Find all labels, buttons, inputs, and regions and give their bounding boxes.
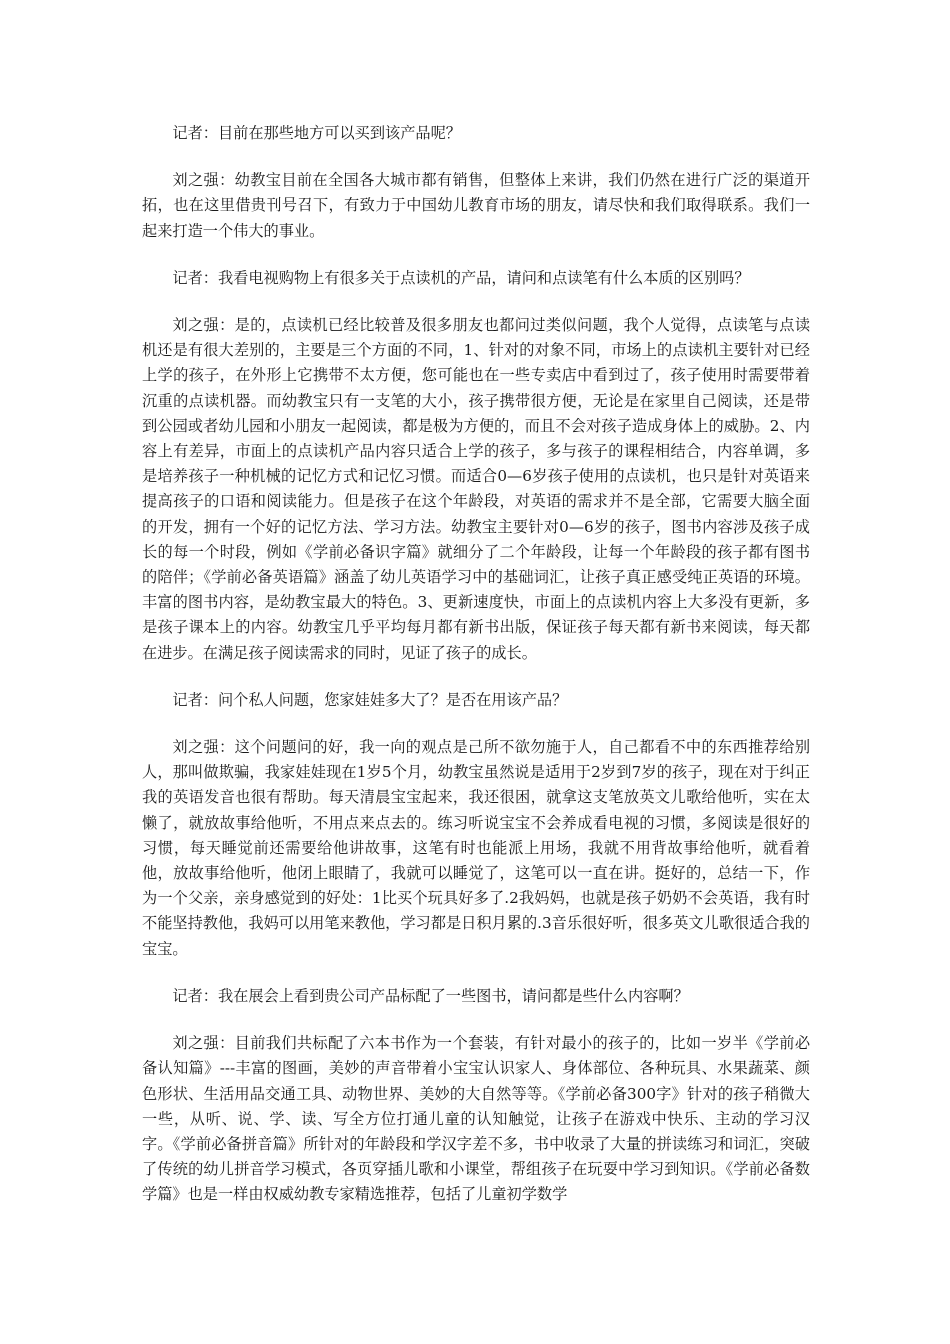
- answer-sales-channels: 刘之强：幼教宝目前在全国各大城市都有销售，但整体上来讲，我们仍然在进行广泛的渠道开拓，也在这里借贵刊号召下，有致力于中国幼儿教育市场的朋友，请尽快和我们取得联系。我们一起来打造一个伟大的事业。: [142, 171, 810, 240]
- answer-bundled-books: 刘之强：目前我们共标配了六本书作为一个套装，有针对最小的孩子的，比如一岁半《学前必备认知篇》---丰富的图画，美妙的声音带着小宝宝认识家人、身体部位、各种玩具、水果蔬菜、颜色形状、生活用品交通工具、动物世界、美妙的大自然等等。《学前必备300字》针对的孩子稍微大一些，从听、说、学、读、写全方位打通儿童的认知触觉，让孩子在游戏中快乐、主动的学习汉字。《学前必备拼音篇》所针对的年龄段和学汉字差不多，书中收录了大量的拼读练习和词汇，突破了传统的幼儿拼音学习模式，各页穿插儿歌和小课堂，帮组孩子在玩耍中学习到知识。《学前必备数学篇》也是一样由权威幼教专家精选推荐，包括了儿童初学数学: [142, 1034, 810, 1204]
- answer-personal-use: 刘之强：这个问题问的好，我一向的观点是己所不欲勿施于人，自己都看不中的东西推荐给别人，那叫做欺骗，我家娃娃现在1岁5个月，幼教宝虽然说是适用于2岁到7岁的孩子，现在对于纠正我的英语发音也很有帮助。每天清晨宝宝起来，我还很困，就拿这支笔放英文儿歌给他听，实在太懒了，就放故事给他听，不用点来点去的。练习听说宝宝不会养成看电视的习惯，多阅读是很好的习惯，每天睡觉前还需要给他讲故事，这笔有时也能派上用场，我就不用背故事给他听，就看着他，放故事给他听，他闭上眼睛了，我就可以睡觉了，这笔可以一直在讲。挺好的，总结一下，作为一个父亲，亲身感觉到的好处：1比买个玩具好多了.2我妈妈，也就是孩子奶奶不会英语，我有时不能坚持教他，我妈可以用笔来教他，学习都是日积月累的.3音乐很好听，很多英文儿歌很适合我的宝宝。: [142, 738, 810, 958]
- answer-pen-vs-machine: 刘之强：是的，点读机已经比较普及很多朋友也都问过类似问题，我个人觉得，点读笔与点读机还是有很大差别的，主要是三个方面的不同，1、针对的对象不同，市场上的点读机主要针对已经上学的孩子，在外形上它携带不太方便，您可能也在一些专卖店中看到过了，孩子使用时需要带着沉重的点读机器。而幼教宝只有一支笔的大小，孩子携带很方便，无论是在家里自己阅读，还是带到公园或者幼儿园和小朋友一起阅读，都是极为方便的，而且不会对孩子造成身体上的威胁。2、内容上有差异，市面上的点读机产品内容只适合上学的孩子，多与孩子的课程相结合，内容单调，多是培养孩子一种机械的记忆方式和记忆习惯。而适合0—6岁孩子使用的点读机，也只是针对英语来提高孩子的口语和阅读能力。但是孩子在这个年龄段，对英语的需求并不是全部，它需要大脑全面的开发，拥有一个好的记忆方法、学习方法。幼教宝主要针对0—6岁的孩子，图书内容涉及孩子成长的每一个时段，例如《学前必备识字篇》就细分了二个年龄段，让每一个年龄段的孩子都有图书的陪伴；《学前必备英语篇》涵盖了幼儿英语学习中的基础词汇，让孩子真正感受纯正英语的环境。丰富的图书内容，是幼教宝最大的特色。3、更新速度快，市面上的点读机内容上大多没有更新，多是孩子课本上的内容。幼教宝几乎平均每月都有新书出版，保证孩子每天都有新书来阅读，每天都在进步。在满足孩子阅读需求的同时，见证了孩子的成长。: [142, 316, 810, 662]
- reporter-question-reading-machine: 记者：我看电视购物上有很多关于点读机的产品，请问和点读笔有什么本质的区别吗？: [172, 268, 750, 287]
- reporter-question-books: 记者：我在展会上看到贵公司产品标配了一些图书，请问都是些什么内容啊？: [172, 986, 689, 1005]
- reporter-question-personal: 记者：问个私人问题，您家娃娃多大了？是否在用该产品？: [172, 690, 568, 709]
- document-page: [142, 121, 810, 1230]
- reporter-question-where-to-buy: 记者：目前在那些地方可以买到该产品呢？: [172, 124, 461, 142]
